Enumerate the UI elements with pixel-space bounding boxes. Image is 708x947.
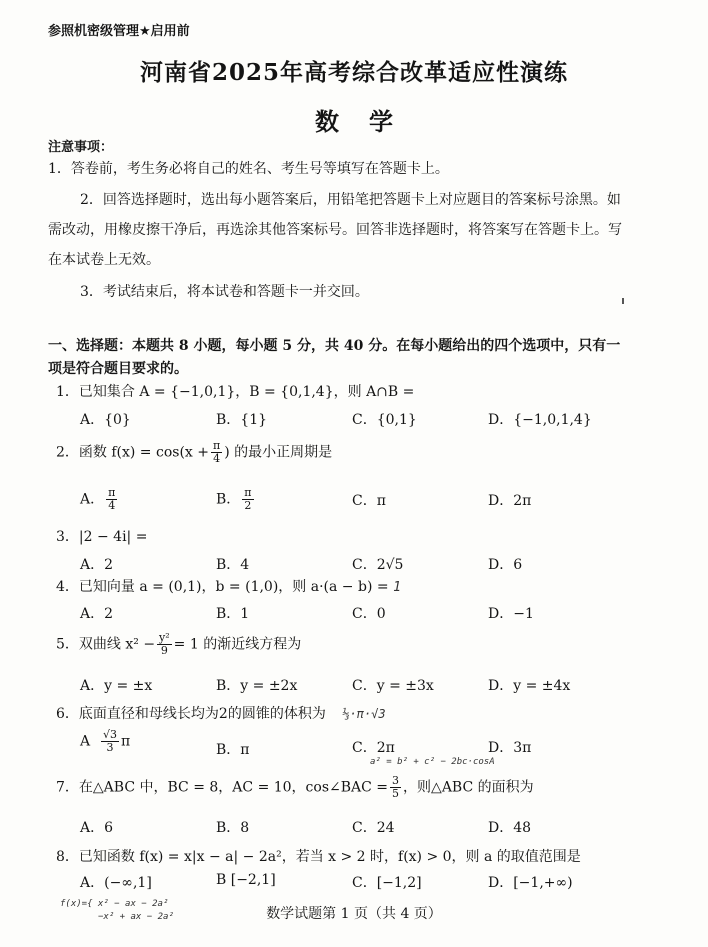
section-heading: 一、选择题：本题共 8 小题，每小题 5 分，共 40 分。在每小题给出的四个选项中，只有一项是符合题目要求的。 — [48, 338, 621, 377]
question-2-frac-num: π — [212, 439, 221, 452]
scan-speck — [622, 298, 624, 304]
question-6-option-a-suffix: π — [121, 733, 131, 750]
question-7-frac-num: 3 — [392, 774, 400, 787]
question-2-option-b-num: π — [244, 486, 252, 499]
question-7-frac-den: 5 — [392, 787, 400, 800]
question-5-frac-num: y² — [159, 631, 170, 644]
exam-title: 河南省2025年高考综合改革适应性演练 — [139, 59, 568, 86]
question-6-option-a-num: √3 — [103, 728, 118, 741]
question-3-stem: 3．|2 − 4i| = — [56, 529, 148, 545]
notice-item-3: 3．考试结束后，将本试卷和答题卡一并交回。 — [80, 284, 369, 300]
question-1-option-c: C．{0,1} — [352, 412, 417, 428]
question-8-option-a: A．(−∞,1] — [80, 875, 152, 891]
question-8-stem: 8．已知函数 f(x) = x|x − a| − 2a²，若当 x > 2 时，f(x) > 0，则 a 的取值范围是 — [56, 849, 581, 865]
question-8-handwritten-line-1: f(x)={ x² − ax − 2a² — [60, 899, 169, 909]
question-6-option-a-den: 3 — [106, 741, 114, 754]
question-8-option-b: B [−2,1] — [216, 872, 276, 888]
question-4-option-b: B．1 — [216, 606, 250, 622]
notice-heading: 注意事项： — [48, 140, 114, 155]
question-8-handwritten-line-2: −x² + ax − 2a² — [98, 912, 174, 922]
question-4-option-d: D．−1 — [488, 606, 534, 622]
question-7-option-b: B．8 — [216, 820, 250, 836]
question-2-option-a — [80, 487, 119, 512]
question-6-option-b: B．π — [216, 742, 250, 758]
question-6-stem — [56, 703, 386, 723]
question-2-stem — [56, 440, 332, 465]
question-7-option-c: C．24 — [352, 820, 395, 836]
question-2-option-a-den: 4 — [108, 499, 116, 512]
question-8-option-c: C．[−1,2] — [352, 875, 422, 891]
question-3-option-a: A．2 — [80, 557, 114, 573]
question-5-stem-pre: 5．双曲线 x² − — [56, 636, 156, 653]
question-6-option-c: C．2π — [352, 740, 395, 756]
notice-item-2: 2．回答选择题时，选出每小题答案后，用铅笔把答题卡上对应题目的答案标号涂黑。如需改动，用橡皮擦干净后，再选涂其他答案标号。回答非选择题时，将答案写在答题卡上。写在本试卷上无效。 — [48, 192, 622, 268]
question-7-option-d: D．48 — [488, 820, 532, 836]
question-5-stem-post: = 1 的渐近线方程为 — [173, 636, 302, 653]
question-5-option-b: B．y = ±2x — [216, 678, 298, 694]
question-2-stem-post: ) 的最小正周期是 — [224, 444, 333, 461]
question-2-option-b — [216, 487, 256, 512]
question-4-stem-text: 4．已知向量 a = (0,1)，b = (1,0)，则 a·(a − b) = — [56, 579, 389, 595]
question-5-option-c: C．y = ±3x — [352, 678, 434, 694]
question-5-stem — [56, 632, 301, 657]
question-5-option-d: D．y = ±4x — [488, 678, 571, 694]
question-2-stem-pre: 2．函数 f(x) = cos(x + — [56, 444, 209, 461]
question-3-option-b: B．4 — [216, 557, 250, 573]
question-2-option-d: D．2π — [488, 493, 532, 509]
secret-label: 参照机密级管理★启用前 — [48, 24, 190, 39]
question-2-option-c: C．π — [352, 493, 386, 509]
question-4-option-c: C．0 — [352, 606, 386, 622]
question-2-option-b-den: 2 — [244, 499, 252, 512]
question-1-option-b: B．{1} — [216, 412, 268, 428]
question-4-option-a: A．2 — [80, 606, 114, 622]
question-4-handwritten-note: 1 — [393, 580, 401, 595]
question-5-option-a: A．y = ±x — [80, 678, 153, 694]
question-6-option-a-label: A — [80, 733, 91, 750]
page-footer: 数学试题第 1 页（共 4 页） — [266, 906, 442, 922]
question-7-handwritten-note: a² = b² + c² − 2bc·cosA — [370, 757, 495, 767]
question-2-option-b-label: B． — [216, 491, 241, 508]
question-2-fraction — [211, 440, 222, 465]
question-7-option-a: A．6 — [80, 820, 114, 836]
question-3-option-c: C．2√5 — [352, 557, 404, 573]
question-7-stem — [56, 775, 534, 800]
question-7-stem-post: ，则△ABC 的面积为 — [403, 779, 534, 796]
question-3-option-d: D．6 — [488, 557, 523, 573]
question-8-option-d: D．[−1,+∞) — [488, 875, 573, 891]
question-6-stem-text: 6．底面直径和母线长均为2的圆锥的体积为 — [56, 706, 326, 722]
question-5-frac-den: 9 — [160, 644, 168, 657]
question-1-option-d: D．{−1,0,1,4} — [488, 412, 592, 428]
question-2-option-a-label: A． — [80, 491, 105, 508]
question-6-handwritten-note: ⅓·π·√3 — [342, 707, 386, 721]
question-1-stem: 1．已知集合 A = {−1,0,1}，B = {0,1,4}，则 A∩B = — [56, 384, 415, 400]
question-7-stem-pre: 7．在△ABC 中，BC = 8，AC = 10，cos∠BAC = — [56, 779, 389, 796]
subject-title: 数学 — [315, 107, 423, 136]
question-4-stem — [56, 576, 401, 596]
question-6-option-a — [80, 729, 130, 754]
question-1-option-a: A．{0} — [80, 412, 131, 428]
question-2-option-a-num: π — [108, 486, 116, 499]
question-2-frac-den: 4 — [213, 452, 221, 465]
notice-item-1: 1．答卷前，考生务必将自己的姓名、考生号等填写在答题卡上。 — [48, 161, 449, 177]
question-6-option-d: D．3π — [488, 740, 532, 756]
